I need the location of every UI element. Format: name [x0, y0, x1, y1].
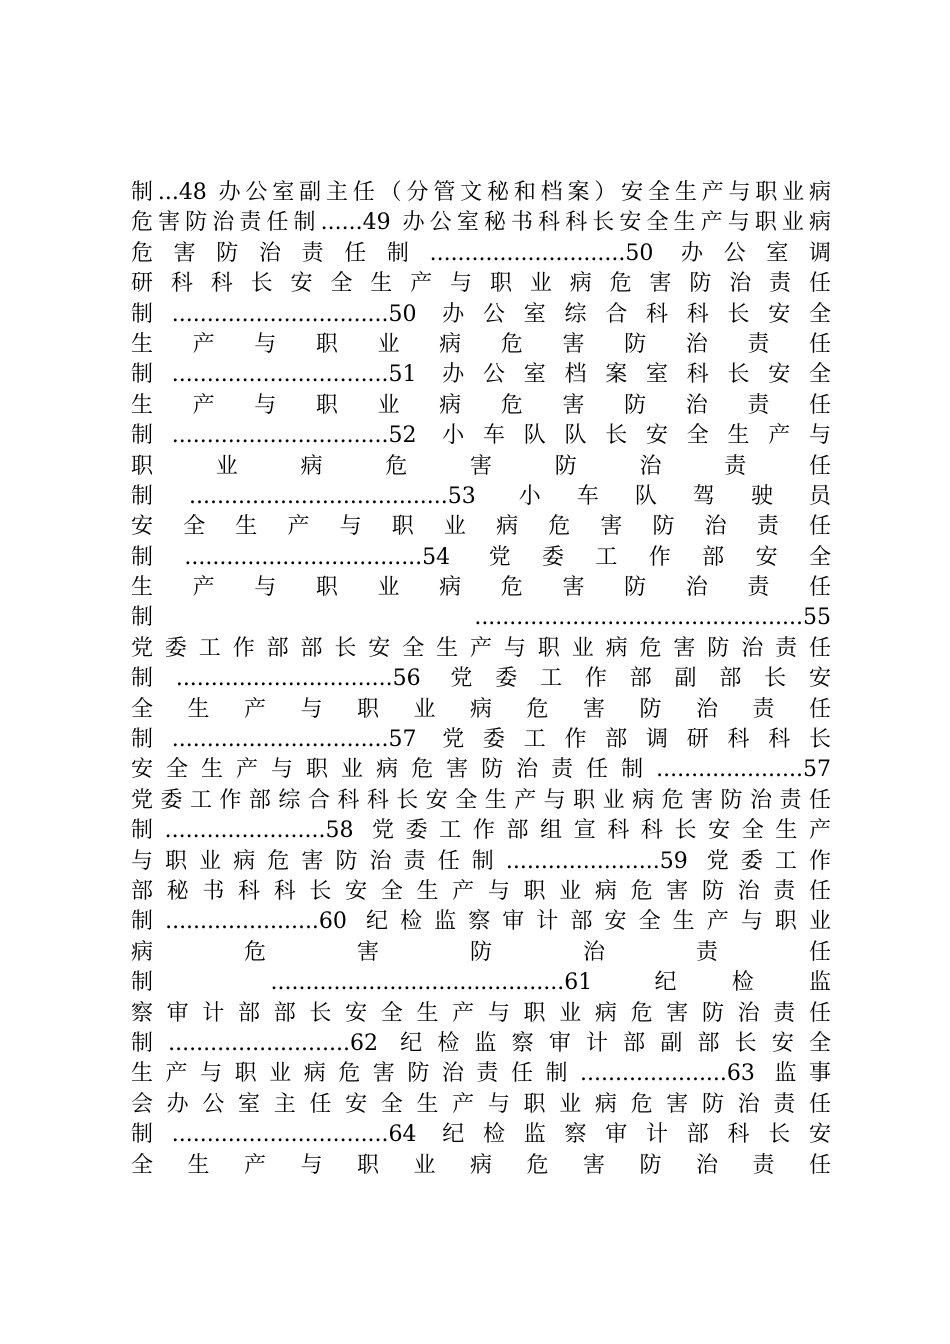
- toc-line: 党 委 工 作 部 综 合 科 科 长 安 全 生 产 与 职 业 病 危 害 防 治 责 任: [131, 787, 831, 813]
- toc-line: 全 生 产 与 职 业 病 危 害 防 治 责 任: [131, 696, 831, 722]
- toc-line: 制...............................64 纪检监察审计部科长安: [131, 1122, 831, 1148]
- toc-line: 制.....................................53 小车队驾驶员: [131, 483, 831, 509]
- toc-line: 制...............................56 党委工作部副部长安: [131, 666, 831, 692]
- toc-line: 研 科 科 长 安 全 生 产 与 职 业 病 危 害 防 治 责 任: [131, 271, 831, 297]
- toc-line: 制...............................57 党委工作部调研科科长: [131, 727, 831, 753]
- toc-line: 制.......................58 党委工作部组宣科科长安全生产: [131, 818, 831, 844]
- toc-line: 安 全 生 产 与 职 业 病 危 害 防 治 责 任: [131, 514, 831, 540]
- toc-line: 制..................................54 党委工作部安全: [131, 544, 831, 570]
- toc-line: 制...48 办公室副主任（分管文秘和档案）安全生产与职业病: [131, 180, 831, 205]
- toc-line: 生 产 与 职 业 病 危 害 防 治 责 任: [131, 392, 831, 418]
- toc-line: 制...............................50 办公室综合科科长安全: [131, 301, 831, 327]
- toc-line: 生 产 与 职 业 病 危 害 防 治 责 任: [131, 575, 831, 601]
- toc-line: 生产与职业病危害防治责任制.....................63 监事: [131, 1061, 831, 1087]
- toc-line: 职 业 病 危 害 防 治 责 任: [131, 453, 831, 479]
- toc-line: 与职业病危害防治责任制......................59 党委工作: [131, 848, 831, 874]
- toc-line: 生 产 与 职 业 病 危 害 防 治 责 任: [131, 331, 831, 357]
- toc-line: 全 生 产 与 职 业 病 危 害 防 治 责 任: [131, 1152, 831, 1178]
- toc-line: 制...............................51 办公室档案室科长安全: [131, 362, 831, 388]
- toc-line: 危害防治责任制......49 办公室秘书科科长安全生产与职业病: [131, 210, 831, 236]
- toc-line: 制 ...............................................55: [131, 605, 831, 631]
- toc-line: 危害防治责任制............................50 办公室调: [131, 240, 831, 266]
- toc-line: 制......................60 纪检监察审计部安全生产与职业: [131, 909, 831, 935]
- toc-line: 部 秘 书 科 科 长 安 全 生 产 与 职 业 病 危 害 防 治 责 任: [131, 878, 831, 904]
- toc-line: 制..........................62 纪检监察审计部副部长安全: [131, 1030, 831, 1056]
- toc-line: 病 危 害 防 治 责 任: [131, 939, 831, 965]
- toc-line: 党 委 工 作 部 部 长 安 全 生 产 与 职 业 病 危 害 防 治 责 任: [131, 635, 831, 661]
- toc-line: 察 审 计 部 部 长 安 全 生 产 与 职 业 病 危 害 防 治 责 任: [131, 1000, 831, 1026]
- table-of-contents: [131, 178, 831, 1181]
- toc-line: 安全生产与职业病危害防治责任制.....................57: [131, 757, 831, 783]
- toc-line: 会 办 公 室 主 任 安 全 生 产 与 职 业 病 危 害 防 治 责 任: [131, 1091, 831, 1117]
- toc-line: 制...............................52 小车队队长安全生产与: [131, 423, 831, 449]
- toc-line: 制 ..........................................61 纪检监: [131, 970, 831, 996]
